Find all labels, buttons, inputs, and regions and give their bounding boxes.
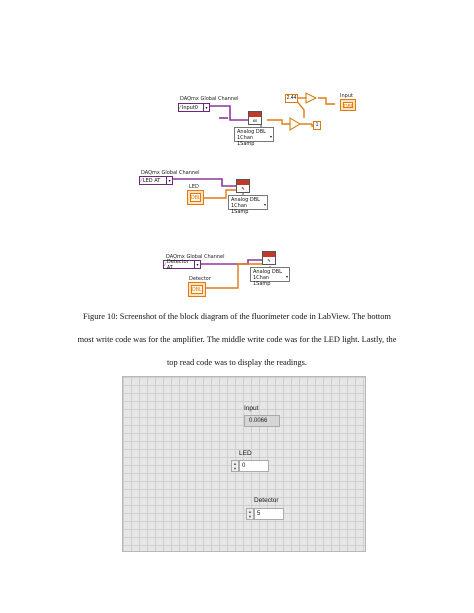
detector-block-wires	[0, 0, 474, 300]
led-channel-label: DAQmx Global Channel	[141, 170, 200, 176]
detector-channel-label: DAQmx Global Channel	[166, 254, 225, 260]
detector-poly-line2: 1Chan 1Samp	[253, 275, 271, 287]
input-indicator	[244, 415, 280, 427]
daqmx-write-icon[interactable]: ✎	[262, 251, 276, 265]
detector-channel-constant[interactable]	[163, 260, 201, 269]
input-terminal-label: Input	[340, 93, 353, 99]
count-constant[interactable]: 1	[313, 121, 321, 130]
detector-poly-line1: Analog DBL	[253, 269, 282, 275]
front-panel	[122, 376, 366, 552]
led-control-label: LED	[239, 450, 252, 457]
detector-control[interactable]	[246, 508, 284, 520]
read-poly-line1: Analog DBL	[237, 129, 266, 135]
led-terminal-type: DBL	[191, 195, 201, 201]
chevron-down-icon[interactable]: ▾	[285, 274, 288, 279]
detector-control-label: Detector	[254, 497, 279, 504]
led-value-field[interactable]: 0	[239, 460, 269, 472]
detector-spin-buttons[interactable]: ▲ ▼	[246, 508, 254, 520]
daqmx-read-icon[interactable]: 60	[248, 111, 262, 125]
chevron-down-icon[interactable]: ▾	[203, 104, 209, 111]
figure-caption-line2: most write code was for the amplifier. The middle write code was for the LED light. Lastly, the	[77, 335, 397, 344]
chevron-down-icon[interactable]: ▾	[269, 134, 272, 139]
read-poly-line2: 1Chan 1Samp	[237, 135, 255, 147]
detector-terminal-type: DBL	[192, 287, 202, 293]
detector-channel-value: Detector AT	[166, 258, 189, 271]
threshold-constant[interactable]: 2.44	[286, 95, 297, 101]
input-indicator-value: 0.0066	[249, 418, 268, 424]
detector-value-field[interactable]: 5	[254, 508, 284, 520]
figure-caption-line1: Figure 10: Screenshot of the block diagram of the fluorimeter code in LabView. The bottom	[83, 312, 391, 321]
detector-control-terminal[interactable]	[188, 282, 206, 297]
input-indicator-label: Input	[244, 405, 259, 412]
led-spin-buttons[interactable]: ▲ ▼	[231, 460, 239, 472]
chevron-down-icon[interactable]: ▾	[166, 177, 172, 184]
chevron-down-icon[interactable]: ▾	[263, 202, 266, 207]
figure-caption-line3: top read code was to display the readings.	[166, 358, 307, 367]
chevron-down-icon[interactable]: ▾	[194, 261, 200, 268]
led-poly-line1: Analog DBL	[231, 197, 260, 203]
led-poly-line2: 1Chan 1Samp	[231, 203, 249, 215]
channel-icon: ⁄	[165, 261, 166, 268]
channel-icon: ⁄	[141, 177, 142, 184]
read-channel-label: DAQmx Global Channel	[180, 96, 239, 102]
daqmx-write-icon[interactable]: ✎	[236, 179, 250, 193]
read-channel-value: Input0	[181, 104, 198, 111]
detector-terminal-label: Detector	[189, 276, 211, 282]
led-channel-value: LED AT	[142, 177, 161, 184]
led-terminal-label: LED	[189, 184, 199, 190]
input-terminal-type: DBL	[344, 104, 354, 110]
led-control[interactable]	[231, 460, 269, 472]
detector-polymorphic-selector[interactable]	[250, 267, 290, 287]
channel-icon: ⁄	[180, 104, 181, 111]
